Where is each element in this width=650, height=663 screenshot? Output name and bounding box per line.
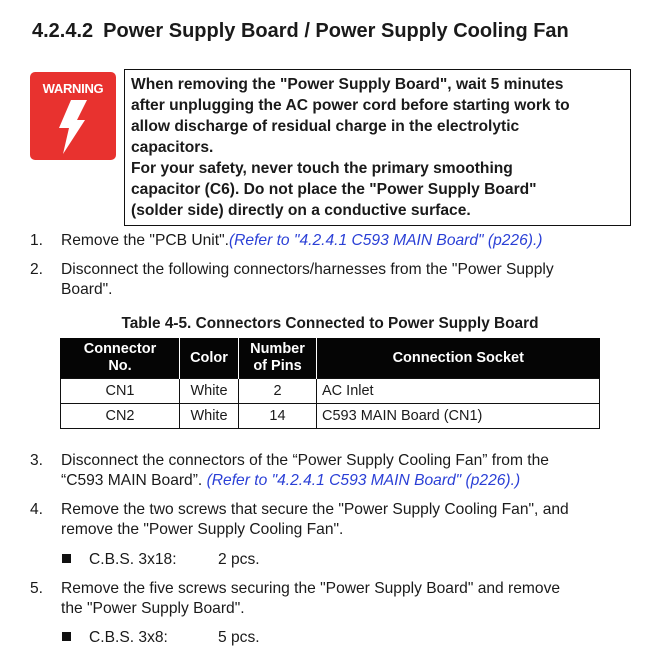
warning-line: For your safety, never touch the primary smoothing (131, 160, 513, 177)
table-cell: CN1 (61, 379, 180, 404)
cross-reference-link[interactable]: (Refer to "4.2.4.1 C593 MAIN Board" (p226).) (206, 472, 521, 489)
warning-line: after unplugging the AC power cord before starting work to (131, 97, 570, 114)
table-row (61, 379, 600, 404)
screw-quantity: 2 pcs. (218, 551, 260, 568)
table-cell: 2 (239, 379, 317, 404)
table-cell: CN2 (61, 404, 180, 429)
bullet-square-icon (62, 554, 71, 563)
cross-reference-link[interactable]: (Refer to "4.2.4.1 C593 MAIN Board" (p226).) (228, 232, 543, 249)
screw-type: C.B.S. 3x18: (89, 551, 177, 568)
section-title: Power Supply Board / Power Supply Cooling Fan (103, 20, 569, 42)
lightning-bolt-icon (57, 100, 89, 154)
step-number: 2. (30, 261, 44, 278)
section-heading (32, 20, 569, 43)
table-header-row (61, 338, 600, 379)
step-text: remove the "Power Supply Cooling Fan". (61, 521, 344, 538)
step-text: Remove the five screws securing the "Power Supply Board" and remove (61, 580, 561, 597)
warning-line: allow discharge of residual charge in the electrolytic (131, 118, 520, 135)
step-text: “C593 MAIN Board”. (61, 472, 207, 489)
table-cell: AC Inlet (317, 379, 600, 404)
table-cell: 14 (239, 404, 317, 429)
step-text: Board". (61, 281, 113, 298)
step-text: the "Power Supply Board". (61, 600, 245, 617)
warning-label: WARNING (42, 81, 104, 96)
table-row (61, 404, 600, 429)
screw-quantity: 5 pcs. (218, 629, 260, 646)
step-text: Remove the two screws that secure the "Power Supply Cooling Fan", and (61, 501, 569, 518)
column-header: Connection Socket (317, 338, 600, 379)
step-text: Disconnect the following connectors/harnesses from the "Power Supply (61, 261, 554, 278)
screw-type: C.B.S. 3x8: (89, 629, 168, 646)
warning-line: (solder side) directly on a conductive surface. (131, 202, 471, 219)
table-cell: C593 MAIN Board (CN1) (317, 404, 600, 429)
table-cell: White (180, 404, 239, 429)
warning-message-box (124, 69, 631, 226)
warning-line: capacitors. (131, 139, 214, 156)
step-number: 1. (30, 232, 44, 249)
bullet-square-icon (62, 632, 71, 641)
step-number: 5. (30, 580, 44, 597)
step-number: 3. (30, 452, 44, 469)
table-cell: White (180, 379, 239, 404)
step-text: Disconnect the connectors of the “Power Supply Cooling Fan” from the (61, 452, 549, 469)
warning-line: When removing the "Power Supply Board", wait 5 minutes (131, 76, 564, 93)
section-number: 4.2.4.2 (32, 20, 94, 42)
screw-item (62, 628, 260, 648)
step-text: Remove the "PCB Unit". (61, 232, 229, 249)
column-header: Connector No. (61, 338, 180, 379)
column-header: Number of Pins (239, 338, 317, 379)
step-number: 4. (30, 501, 44, 518)
warning-line: capacitor (C6). Do not place the "Power Supply Board" (131, 181, 537, 198)
connectors-table (60, 338, 600, 429)
screw-item (62, 550, 260, 570)
warning-icon (30, 72, 116, 160)
table-caption: Table 4-5. Connectors Connected to Power Supply Board (121, 315, 539, 332)
column-header: Color (180, 338, 239, 379)
